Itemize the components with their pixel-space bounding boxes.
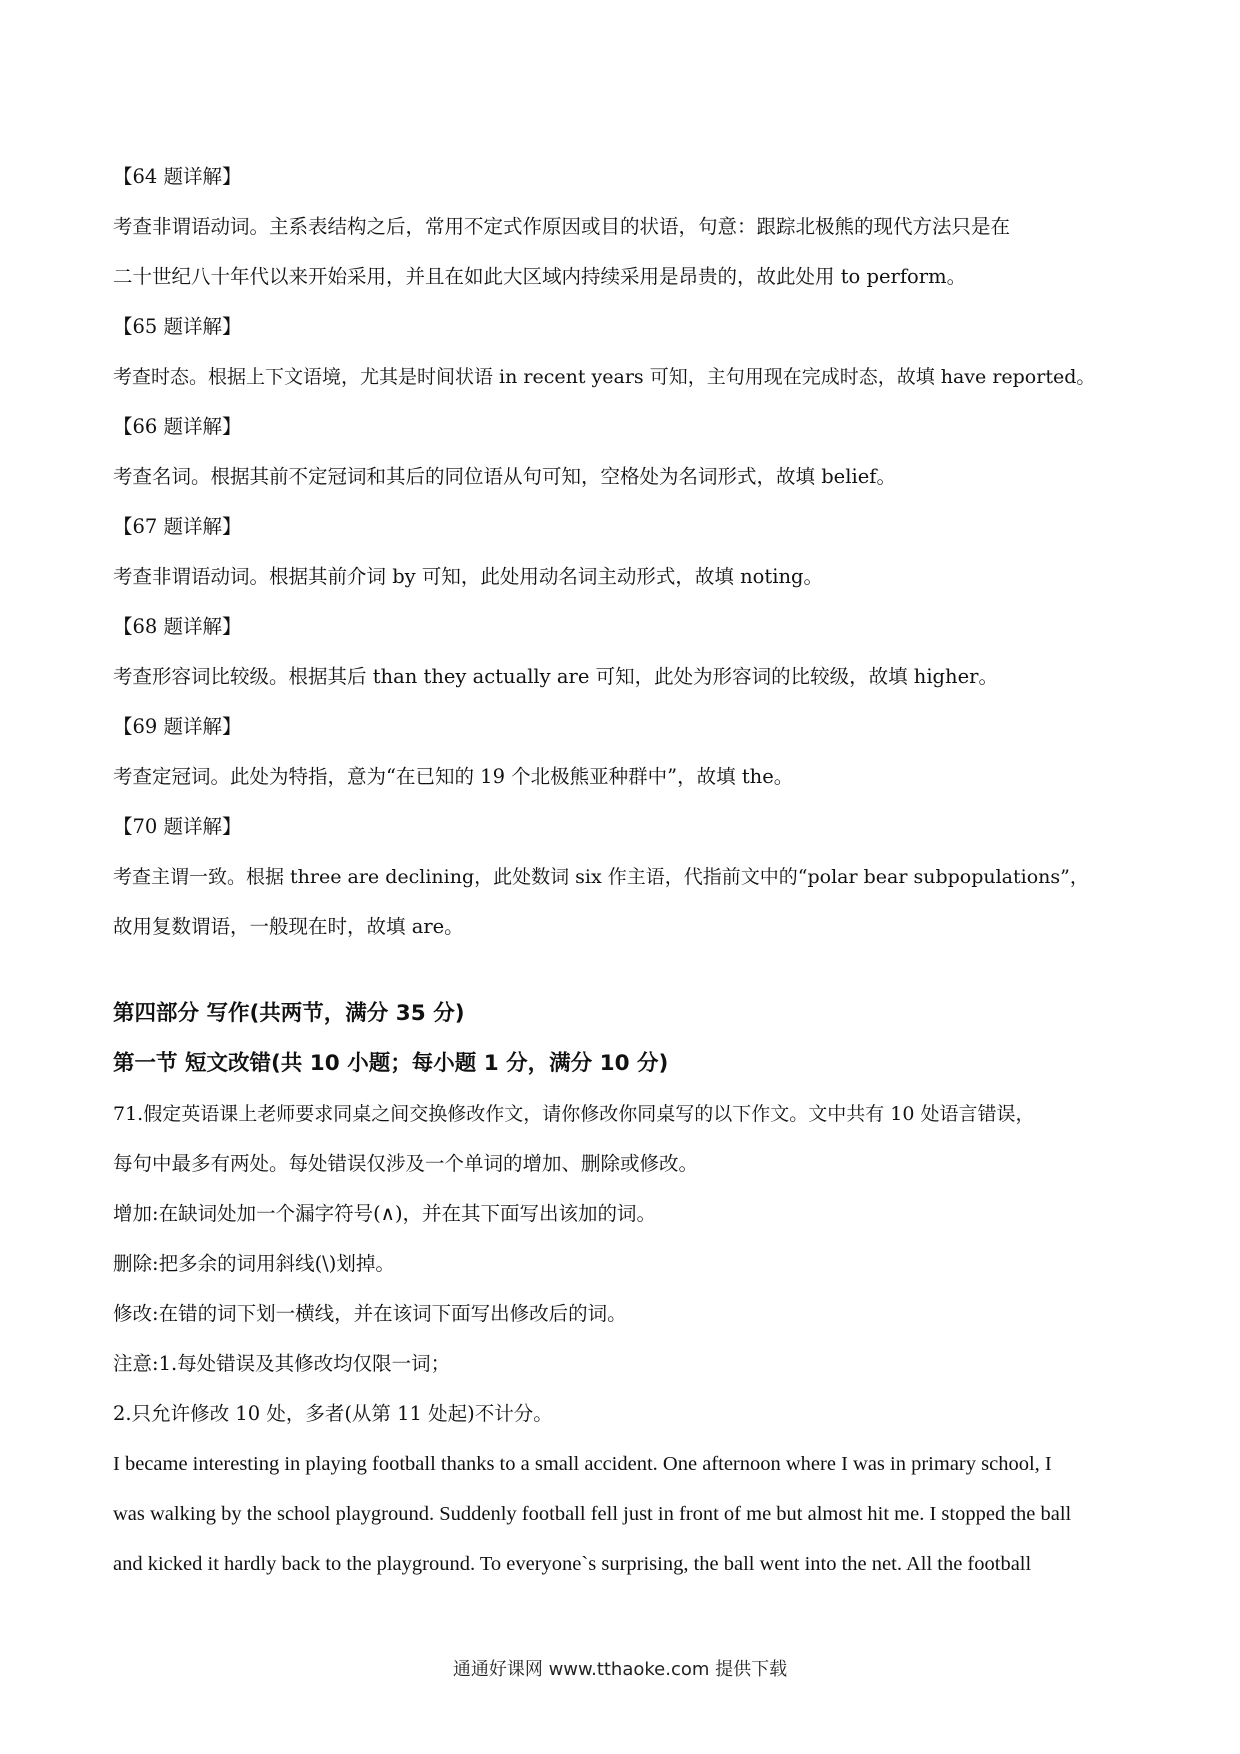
explanation-68 (113, 602, 1133, 702)
explanation-text: 考查时态。根据上下文语境，尤其是时间状语 in recent years 可知，主句用现在完成时态，故填 have reported。 (113, 366, 1096, 388)
explanation-text: 考查定冠词。此处为特指，意为“在已知的 19 个北极熊亚种群中”，故填 the。 (113, 765, 794, 788)
instruction-line: 2.只允许修改 10 处，多者(从第 11 处起)不计分。 (113, 1402, 553, 1425)
section1-title: 第一节 短文改错(共 10 小题；每小题 1 分，满分 10 分) (113, 1051, 669, 1076)
explanation-heading: 【66 题详解】 (113, 415, 242, 438)
instruction-line: 增加:在缺词处加一个漏字符号(∧)，并在其下面写出该加的词。 (113, 1202, 657, 1225)
explanation-text: 故用复数谓语，一般现在时，故填 are。 (113, 915, 464, 938)
explanation-text: 考查形容词比较级。根据其后 than they actually are 可知，此处为形容词的比较级，故填 higher。 (113, 665, 998, 688)
instruction-line: 修改:在错的词下划一横线，并在该词下面写出修改后的词。 (113, 1302, 627, 1325)
instruction-line: 71.假定英语课上老师要求同桌之间交换修改作文，请你修改你同桌写的以下作文。文中共有 10 处语言错误， (113, 1103, 1035, 1125)
explanation-67 (113, 502, 1133, 602)
part4-title: 第四部分 写作(共两节，满分 35 分) (113, 1001, 465, 1026)
explanation-64 (113, 152, 1133, 302)
essay-text (113, 1439, 1133, 1589)
instructions (113, 1089, 1133, 1439)
explanation-66 (113, 402, 1133, 502)
explanation-heading: 【68 题详解】 (113, 615, 242, 638)
instruction-line: 注意:1.每处错误及其修改均仅限一词； (113, 1352, 451, 1375)
explanation-text: 考查非谓语动词。主系表结构之后，常用不定式作原因或目的状语，句意：跟踪北极熊的现代方法只是在 (113, 215, 1011, 238)
explanation-text: 考查名词。根据其前不定冠词和其后的同位语从句可知，空格处为名词形式，故填 belief。 (113, 465, 896, 488)
page-content (113, 152, 1133, 1589)
instruction-line: 每句中最多有两处。每处错误仅涉及一个单词的增加、删除或修改。 (113, 1152, 699, 1175)
page-footer: 通通好课网 www.tthaoke.com 提供下载 (452, 1659, 788, 1680)
explanation-heading: 【67 题详解】 (113, 515, 242, 538)
explanation-text: 二十世纪八十年代以来开始采用，并且在如此大区域内持续采用是昂贵的，故此处用 to perform。 (113, 265, 967, 288)
explanation-text: 考查非谓语动词。根据其前介词 by 可知，此处用动名词主动形式，故填 noting。 (113, 565, 824, 588)
explanation-70 (113, 802, 1133, 952)
explanation-text: 考查主谓一致。根据 three are declining，此处数词 six 作主语，代指前文中的“polar bear subpopulations”， (113, 866, 1089, 888)
essay-line: I became interesting in playing football thanks to a small accident. One afternoon where I was in primary school, I (113, 1453, 1052, 1475)
section-gap (113, 952, 1133, 989)
essay-line: was walking by the school playground. Suddenly football fell just in front of me but almost hit me. I stopped the ball (113, 1503, 1072, 1525)
instruction-line: 删除:把多余的词用斜线(\)划掉。 (113, 1252, 395, 1275)
explanation-heading: 【65 题详解】 (113, 315, 242, 338)
explanation-heading: 【69 题详解】 (113, 715, 242, 738)
explanation-65 (113, 302, 1133, 402)
explanation-heading: 【64 题详解】 (113, 165, 242, 188)
explanation-heading: 【70 题详解】 (113, 815, 242, 838)
explanation-69 (113, 702, 1133, 802)
essay-line: and kicked it hardly back to the playground. To everyone`s surprising, the ball went into the net. All the football (113, 1553, 1032, 1575)
